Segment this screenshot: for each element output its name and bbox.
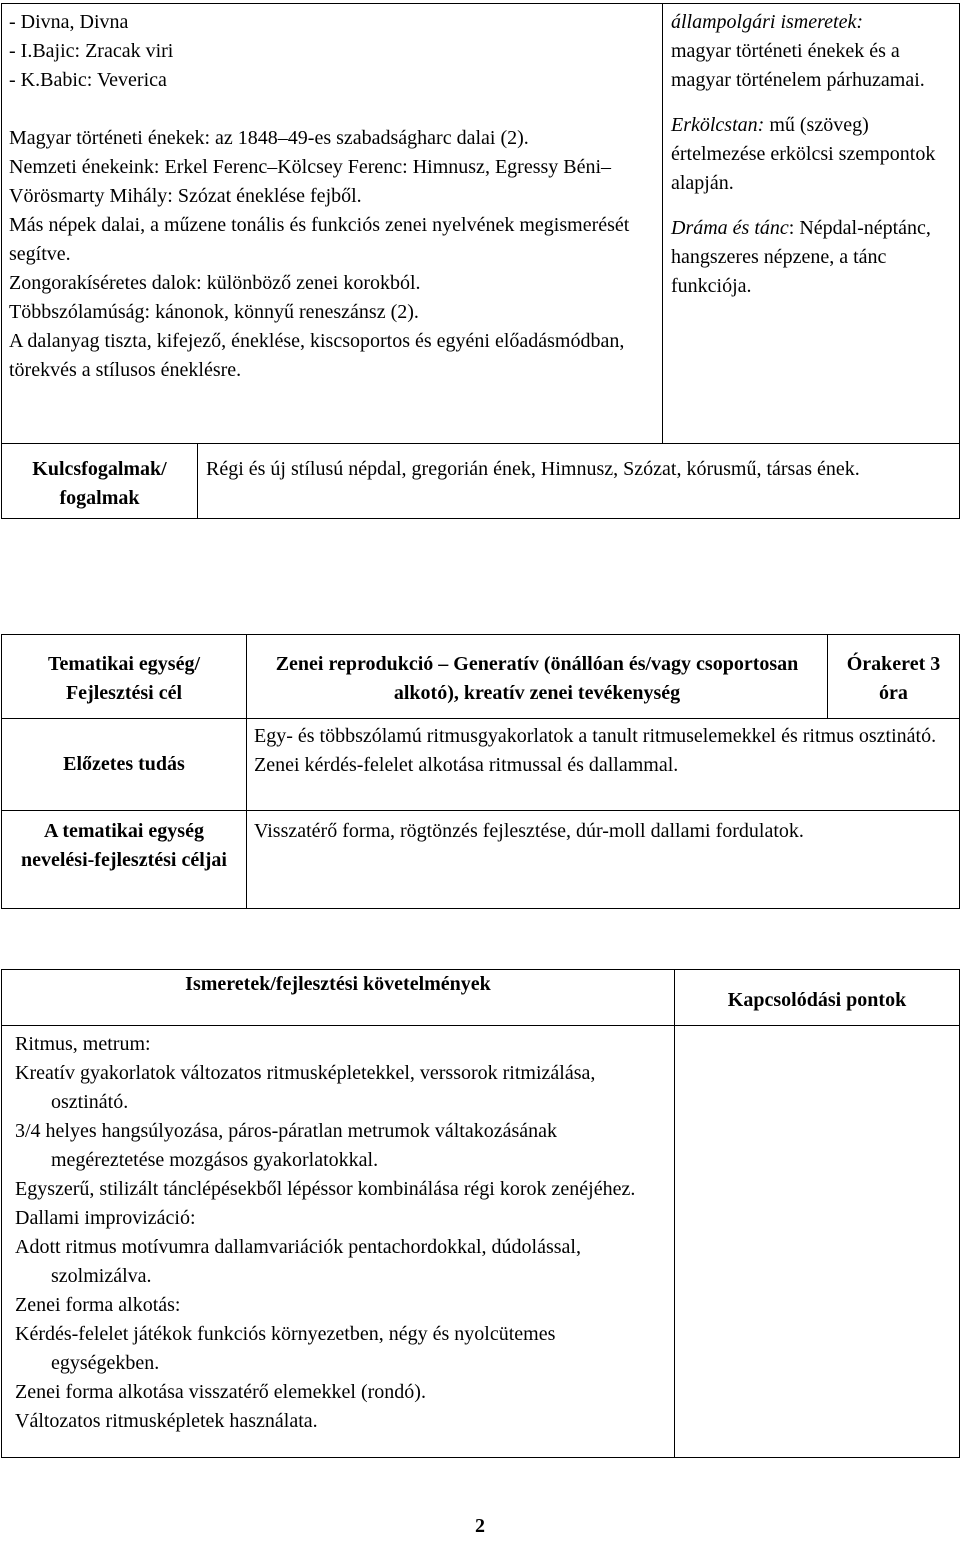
song-list-line: - I.Bajic: Zracak viri: [9, 40, 174, 62]
connections-header: Kapcsolódási pontok: [675, 970, 960, 1026]
requirement-item: Egyszerű, stilizált tánclépésekből lépéssor kombinálása régi korok zenéjéhez.: [15, 1178, 636, 1200]
connections-empty-cell: [675, 1026, 960, 1458]
song-list-line: Magyar történeti énekek: az 1848–49-es szabadságharc dalai (2).: [9, 127, 529, 149]
song-list-line: Nemzeti énekeink: Erkel Ferenc–Kölcsey Ferenc: Himnusz, Egressy Béni–Vörösmarty Mihály: Szózat éneklése fejből.: [9, 156, 612, 207]
requirement-item: Kérdés-felelet játékok funkciós környezetben, négy és nyolcütemes egységekben.: [15, 1323, 556, 1374]
connection-ethics-text: mű (szöveg) értelmezése erkölcsi szempontok alapján.: [671, 114, 936, 194]
connection-drama: [671, 214, 953, 301]
prior-knowledge-text: Egy- és többszólamú ritmusgyakorlatok a tanult ritmuselemekkel és ritmus osztinátó. Zenei kérdés-felelet alkotása ritmussal és dallammal.: [247, 719, 960, 811]
requirements-cell: [2, 1026, 675, 1458]
requirement-item: Kreatív gyakorlatok változatos ritmusképletekkel, verssorok ritmizálása, osztinátó.: [15, 1062, 596, 1113]
song-list-line: - Divna, Divna: [9, 11, 129, 33]
requirement-item: Adott ritmus motívumra dallamvariációk pentachordokkal, dúdolással, szolmizálva.: [15, 1236, 581, 1287]
thematic-unit-title: Zenei reprodukció – Generatív (önállóan és/vagy csoportosan alkotó), kreatív zenei tevékenység: [247, 635, 828, 719]
key-concepts-label: Kulcsfogalmak/ fogalmak: [2, 444, 198, 519]
connection-civic-text: magyar történeti énekek és a magyar történelem párhuzamai.: [671, 40, 925, 91]
connection-drama-label: Dráma és tánc: [671, 217, 789, 239]
development-goals-text: Visszatérő forma, rögtönzés fejlesztése, dúr-moll dallami fordulatok.: [247, 811, 960, 909]
key-concepts-text: Régi és új stílusú népdal, gregorián ének, Himnusz, Szózat, kórusmű, társas ének.: [198, 444, 960, 519]
time-frame: Órakeret 3 óra: [828, 635, 960, 719]
connection-civic: [671, 8, 953, 95]
requirements-list: [15, 1030, 668, 1436]
song-list-line: Zongorakíséretes dalok: különböző zenei korokból.: [9, 272, 421, 294]
content-table-top: [1, 3, 960, 519]
connection-civic-label: állampolgári ismeretek:: [671, 11, 864, 33]
thematic-unit-label: Tematikai egység/ Fejlesztési cél: [2, 635, 247, 719]
requirement-category: Ritmus, metrum:: [15, 1033, 151, 1055]
prior-knowledge-label: Előzetes tudás: [2, 719, 247, 811]
development-goals-label: A tematikai egység nevelési-fejlesztési céljai: [2, 811, 247, 909]
connection-ethics-label: Erkölcstan:: [671, 114, 765, 136]
blank-line: [9, 95, 656, 124]
song-list-line: Más népek dalai, a műzene tonális és funkciós zenei nyelvének megismerését segítve.: [9, 214, 630, 265]
song-list: [9, 8, 656, 385]
song-list-line: - K.Babic: Veverica: [9, 69, 167, 91]
requirement-category: Zenei forma alkotás:: [15, 1294, 181, 1316]
connection-drama-text: : Népdal-néptánc, hangszeres népzene, a tánc funkciója.: [671, 217, 931, 297]
requirement-item: 3/4 helyes hangsúlyozása, páros-páratlan metrumok váltakozásának megéreztetése mozgásos gyakorlatokkal.: [15, 1120, 558, 1171]
song-list-line: A dalanyag tiszta, kifejező, éneklése, kiscsoportos és egyéni előadásmódban, törekvés a stílusos éneklésre.: [9, 330, 625, 381]
requirement-item: Változatos ritmusképletek használata.: [15, 1410, 318, 1432]
page-number: 2: [475, 1515, 485, 1537]
thematic-unit-table: [1, 634, 960, 909]
connections-cell: [663, 4, 960, 444]
connection-ethics: [671, 111, 953, 198]
requirement-category: Dallami improvizáció:: [15, 1207, 196, 1229]
requirement-item: Zenei forma alkotása visszatérő elemekkel (rondó).: [15, 1381, 426, 1403]
song-list-line: Többszólamúság: kánonok, könnyű reneszánsz (2).: [9, 301, 419, 323]
requirements-table: [1, 969, 960, 1458]
requirements-header: Ismeretek/fejlesztési követelmények: [2, 970, 675, 1026]
song-list-cell: [2, 4, 663, 444]
